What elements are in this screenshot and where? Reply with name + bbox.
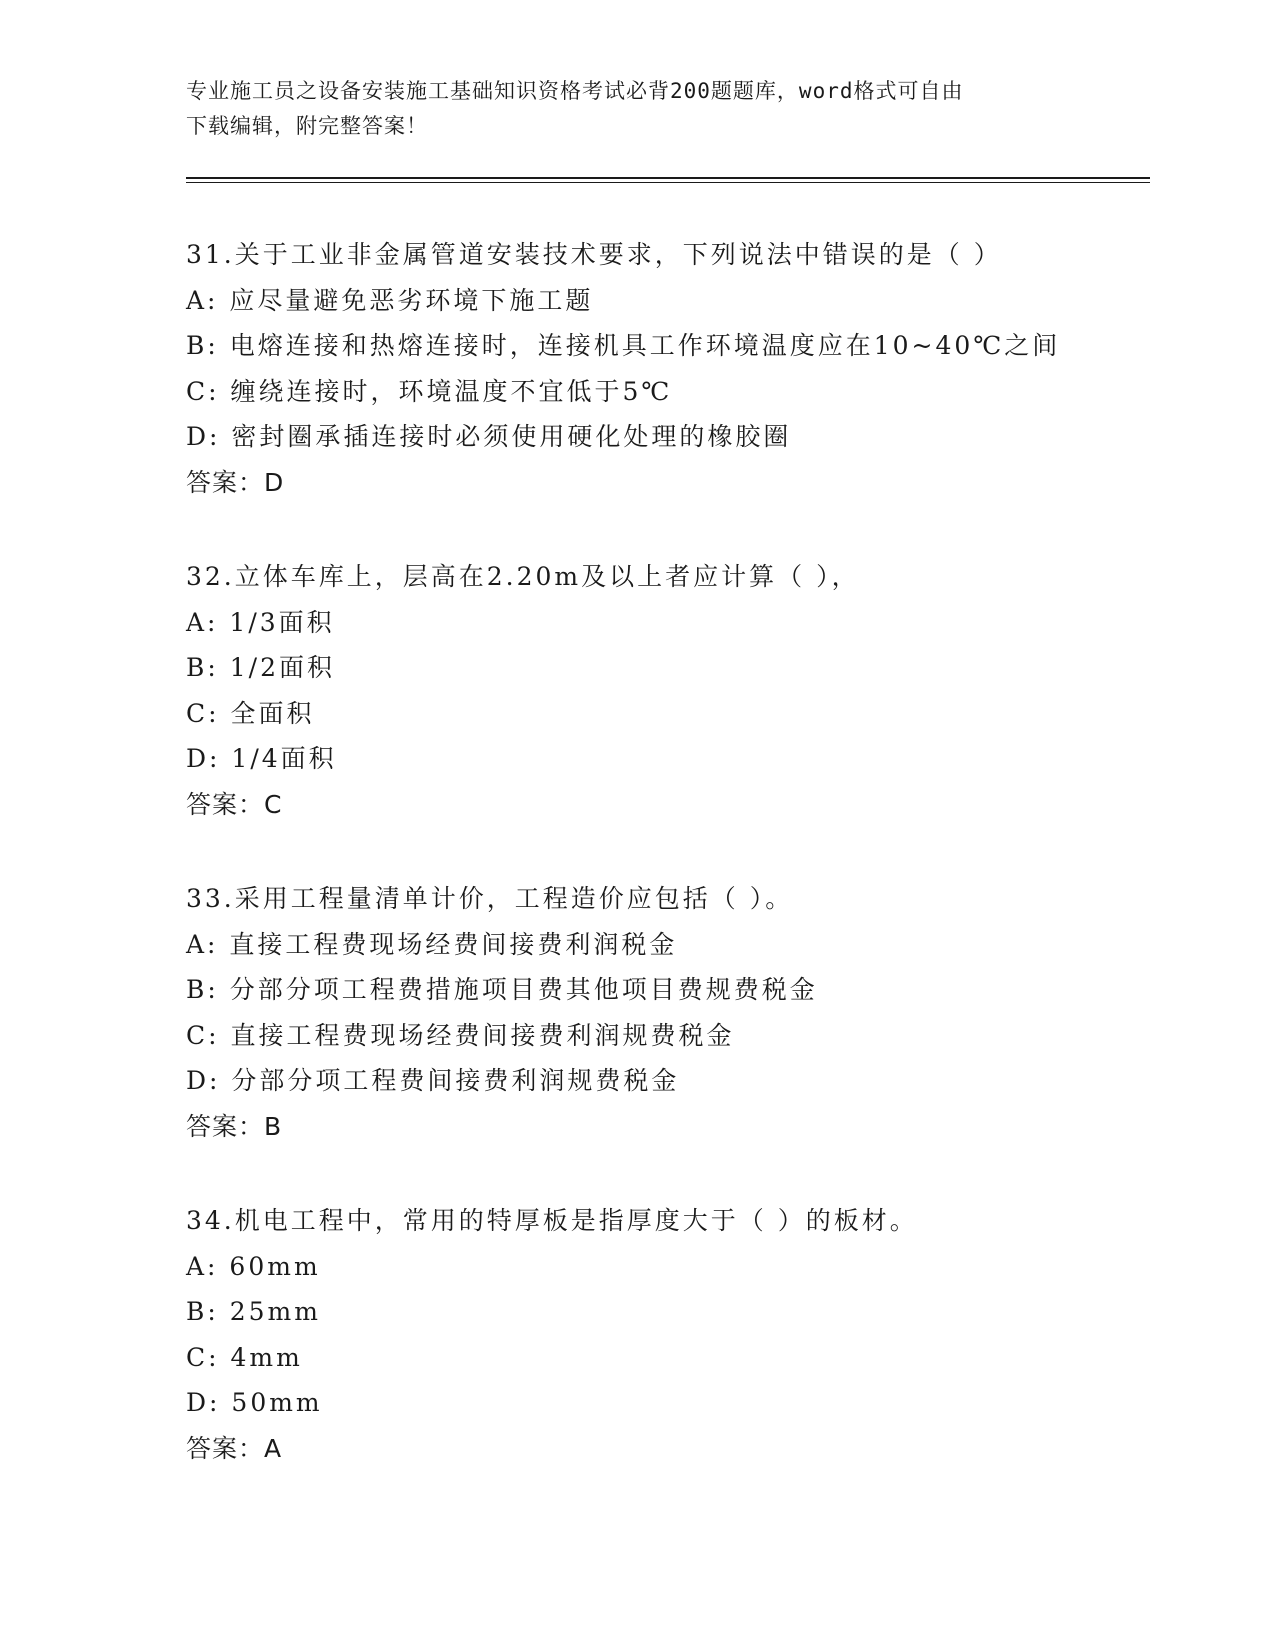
option-c: C: 全面积 xyxy=(186,698,315,728)
option-b: B: 电熔连接和热熔连接时，连接机具工作环境温度应在10~40℃之间 xyxy=(186,331,1061,360)
question-31 xyxy=(186,232,1166,505)
header-divider-thin xyxy=(186,182,1150,183)
option-a: A: 直接工程费现场经费间接费利润税金 xyxy=(186,929,678,959)
question-stem: 32.立体车库上，层高在2.20m及以上者应计算（ ）， xyxy=(186,562,860,591)
question-34 xyxy=(186,1198,1166,1471)
header-line-2: 下载编辑，附完整答案！ xyxy=(186,114,428,138)
option-d: D: 分部分项工程费间接费利润规费税金 xyxy=(186,1066,680,1095)
option-d: D: 50mm xyxy=(186,1388,323,1417)
option-a: A: 1/3面积 xyxy=(186,607,335,637)
header-line-1: 专业施工员之设备安装施工基础知识资格考试必背200题题库，word格式可自由 xyxy=(186,79,964,103)
header-divider-thick xyxy=(186,177,1150,179)
answer-line: 答案：C xyxy=(186,789,283,819)
option-c: C: 4mm xyxy=(186,1342,303,1372)
question-stem: 34.机电工程中，常用的特厚板是指厚度大于（ ）的板材。 xyxy=(186,1206,918,1235)
question-stem: 33.采用工程量清单计价，工程造价应包括（ ）。 xyxy=(186,884,794,913)
answer-line: 答案：A xyxy=(186,1433,283,1463)
option-a: A: 60mm xyxy=(186,1251,321,1281)
answer-line: 答案：B xyxy=(186,1111,283,1141)
option-b: B: 25mm xyxy=(186,1297,321,1326)
option-c: C: 缠绕连接时，环境温度不宜低于5℃ xyxy=(186,376,673,406)
question-stem: 31.关于工业非金属管道安装技术要求，下列说法中错误的是（ ） xyxy=(186,240,1002,269)
option-c: C: 直接工程费现场经费间接费利润规费税金 xyxy=(186,1020,735,1050)
option-d: D: 密封圈承插连接时必须使用硬化处理的橡胶圈 xyxy=(186,422,792,451)
option-b: B: 1/2面积 xyxy=(186,653,335,682)
option-a: A: 应尽量避免恶劣环境下施工题 xyxy=(186,285,594,315)
question-list xyxy=(186,232,1166,1471)
document-header xyxy=(186,74,1086,144)
question-32 xyxy=(186,554,1166,827)
option-b: B: 分部分项工程费措施项目费其他项目费规费税金 xyxy=(186,975,818,1004)
option-d: D: 1/4面积 xyxy=(186,744,337,773)
answer-line: 答案：D xyxy=(186,467,285,497)
question-33 xyxy=(186,876,1166,1149)
